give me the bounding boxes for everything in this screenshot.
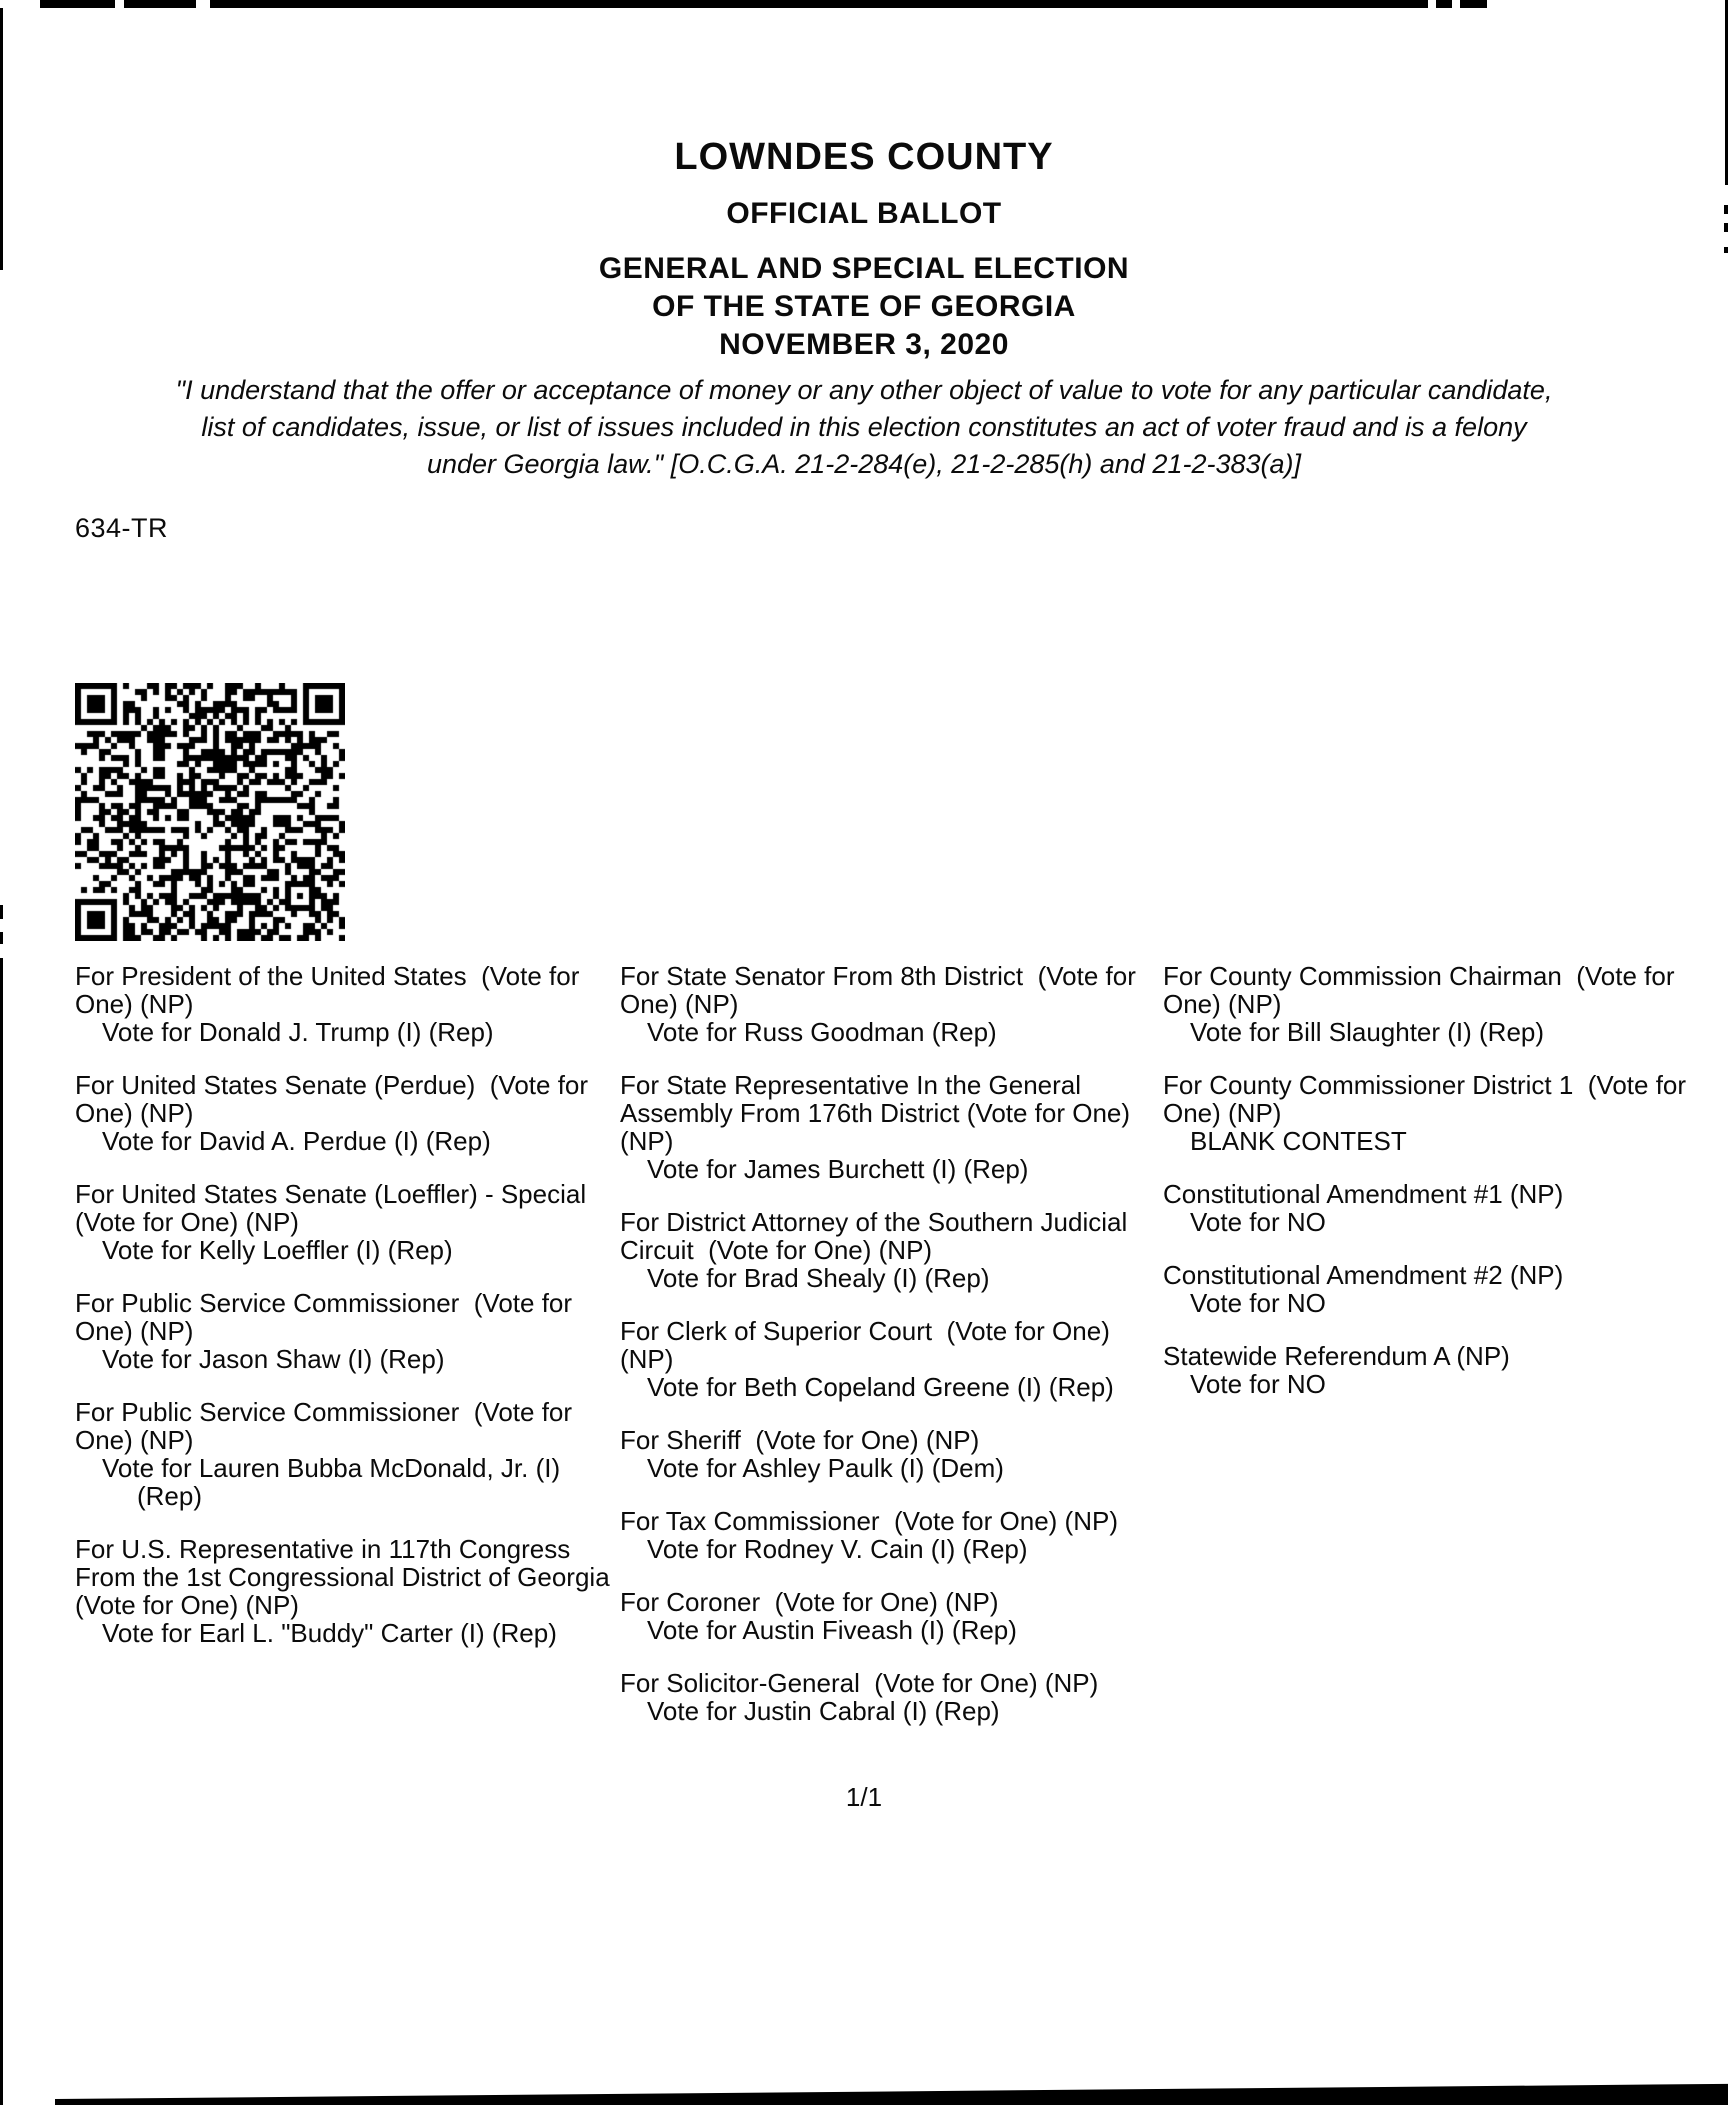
ballot-column-1 bbox=[75, 962, 620, 1672]
contest-title: For State Senator From 8th District (Vote for One) (NP) bbox=[620, 961, 1144, 1019]
election-line: OF THE STATE OF GEORGIA bbox=[652, 290, 1076, 323]
contest bbox=[1163, 962, 1728, 1046]
contest bbox=[1163, 1180, 1728, 1236]
contest-title: For United States Senate (Loeffler) - Special (Vote for One) (NP) bbox=[75, 1179, 601, 1237]
contest bbox=[75, 1398, 620, 1510]
contest-title: Statewide Referendum A (NP) bbox=[1163, 1341, 1510, 1371]
registration-mark-top bbox=[210, 0, 1428, 8]
election-title-block bbox=[0, 250, 1728, 364]
contest bbox=[75, 962, 620, 1046]
contest-vote-line: Vote for Russ Goodman (Rep) bbox=[647, 1017, 997, 1047]
qr-code-icon bbox=[75, 683, 345, 941]
contest-vote-line: Vote for David A. Perdue (I) (Rep) bbox=[102, 1126, 491, 1156]
contest-title: For President of the United States (Vote for One) (NP) bbox=[75, 961, 587, 1019]
contest-title: For Clerk of Superior Court (Vote for One) (NP) bbox=[620, 1316, 1118, 1374]
registration-mark-left bbox=[0, 905, 3, 919]
ballot-column-3 bbox=[1163, 962, 1728, 1423]
contest-vote-line: Vote for Rodney V. Cain (I) (Rep) bbox=[647, 1534, 1028, 1564]
contest-vote-line: Vote for Jason Shaw (I) (Rep) bbox=[102, 1344, 445, 1374]
voter-fraud-disclaimer bbox=[0, 372, 1728, 483]
contest bbox=[75, 1535, 620, 1647]
contest-vote-line: Vote for Bill Slaughter (I) (Rep) bbox=[1190, 1017, 1545, 1047]
contest-title: Constitutional Amendment #2 (NP) bbox=[1163, 1260, 1564, 1290]
contest bbox=[620, 1317, 1168, 1401]
contest-vote-line: Vote for NO bbox=[1190, 1207, 1326, 1237]
contest-title: For State Representative In the General Assembly From 176th District (Vote for One) (NP) bbox=[620, 1070, 1138, 1156]
ballot-style-code: 634-TR bbox=[75, 513, 169, 543]
contest-title: For County Commission Chairman (Vote for One) (NP) bbox=[1163, 961, 1682, 1019]
contest bbox=[620, 1669, 1168, 1725]
contest-title: For District Attorney of the Southern Judicial Circuit (Vote for One) (NP) bbox=[620, 1207, 1135, 1265]
contest bbox=[75, 1289, 620, 1373]
contest-vote-line: Vote for NO bbox=[1190, 1288, 1326, 1318]
contest bbox=[1163, 1261, 1728, 1317]
contest bbox=[1163, 1342, 1728, 1398]
contest-title: For Public Service Commissioner (Vote for One) (NP) bbox=[75, 1397, 580, 1455]
contest-title: For Coroner (Vote for One) (NP) bbox=[620, 1587, 999, 1617]
registration-mark-left bbox=[0, 932, 3, 944]
contest-vote-line: Vote for Austin Fiveash (I) (Rep) bbox=[647, 1615, 1017, 1645]
disclaimer-line: "I understand that the offer or acceptance of money or any other object of value to vote for any particular candidate, bbox=[175, 375, 1553, 405]
election-line: GENERAL AND SPECIAL ELECTION bbox=[598, 252, 1130, 285]
ballot-column-2 bbox=[620, 962, 1168, 1750]
contest-title: Constitutional Amendment #1 (NP) bbox=[1163, 1179, 1564, 1209]
registration-mark-top bbox=[124, 0, 196, 8]
registration-mark-top bbox=[1460, 0, 1487, 8]
contest bbox=[620, 1208, 1168, 1292]
contest-vote-line: Vote for Justin Cabral (I) (Rep) bbox=[647, 1696, 1000, 1726]
contest-vote-line: Vote for Lauren Bubba McDonald, Jr. (I) (Rep) bbox=[102, 1453, 568, 1511]
ballot-county-title: LOWNDES COUNTY bbox=[674, 136, 1054, 178]
contest-title: For Solicitor-General (Vote for One) (NP) bbox=[620, 1668, 1099, 1698]
contest-title: For County Commissioner District 1 (Vote for One) (NP) bbox=[1163, 1070, 1694, 1128]
contest-vote-line: Vote for Donald J. Trump (I) (Rep) bbox=[102, 1017, 494, 1047]
contest-title: For Public Service Commissioner (Vote for One) (NP) bbox=[75, 1288, 580, 1346]
contest-title: For United States Senate (Perdue) (Vote for One) (NP) bbox=[75, 1070, 596, 1128]
contest-vote-line: Vote for James Burchett (I) (Rep) bbox=[647, 1154, 1029, 1184]
contest-vote-line: BLANK CONTEST bbox=[1190, 1126, 1407, 1156]
contest bbox=[620, 1426, 1168, 1482]
contest bbox=[620, 962, 1168, 1046]
contest-vote-line: Vote for Brad Shealy (I) (Rep) bbox=[647, 1263, 990, 1293]
registration-mark-left bbox=[0, 958, 3, 2105]
contest bbox=[620, 1588, 1168, 1644]
election-line: NOVEMBER 3, 2020 bbox=[719, 328, 1009, 361]
contest bbox=[620, 1071, 1168, 1183]
contest-vote-line: Vote for Kelly Loeffler (I) (Rep) bbox=[102, 1235, 453, 1265]
contest bbox=[75, 1180, 620, 1264]
contest bbox=[75, 1071, 620, 1155]
contest-title: For Sheriff (Vote for One) (NP) bbox=[620, 1425, 980, 1455]
contest-vote-line: Vote for Beth Copeland Greene (I) (Rep) bbox=[647, 1372, 1114, 1402]
registration-mark-top bbox=[1436, 0, 1452, 8]
contest-title: For Tax Commissioner (Vote for One) (NP) bbox=[620, 1506, 1118, 1536]
disclaimer-line: list of candidates, issue, or list of issues included in this election constitutes an act of voter fraud and is a felony bbox=[201, 412, 1527, 442]
page-number: 1/1 bbox=[845, 1782, 883, 1812]
contest bbox=[620, 1507, 1168, 1563]
ballot-subtitle: OFFICIAL BALLOT bbox=[726, 197, 1002, 230]
contest-title: For U.S. Representative in 117th Congress From the 1st Congressional District of Georgia (Vote for One) (NP) bbox=[75, 1534, 617, 1620]
contest-vote-line: Vote for Ashley Paulk (I) (Dem) bbox=[647, 1453, 1004, 1483]
registration-mark-top bbox=[40, 0, 115, 8]
contest bbox=[1163, 1071, 1728, 1155]
disclaimer-line: under Georgia law." [O.C.G.A. 21-2-284(e), 21-2-285(h) and 21-2-383(a)] bbox=[426, 449, 1302, 479]
contest-vote-line: Vote for Earl L. "Buddy" Carter (I) (Rep) bbox=[102, 1618, 557, 1648]
contest-vote-line: Vote for NO bbox=[1190, 1369, 1326, 1399]
registration-mark-bottom bbox=[55, 2082, 1728, 2105]
